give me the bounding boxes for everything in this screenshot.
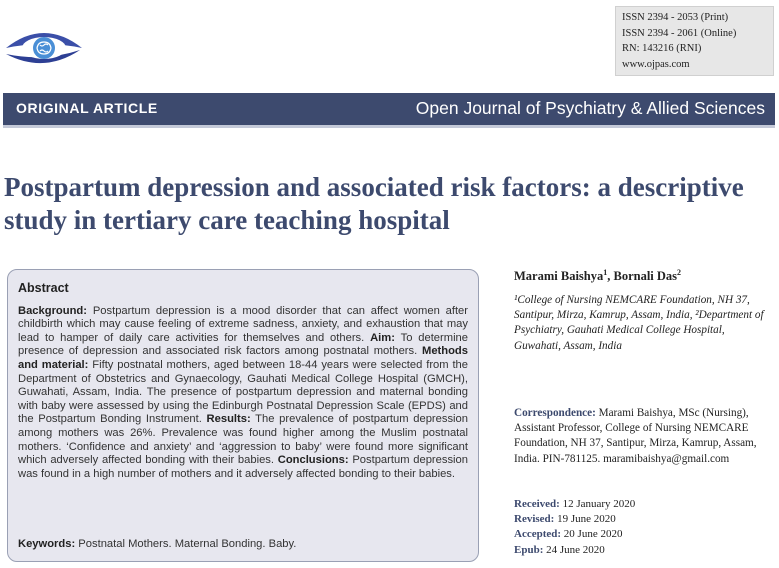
journal-website-link[interactable]: www.ojpas.com [622, 58, 690, 70]
rni-number: RN: 143216 (RNI) [622, 43, 702, 54]
abstract-body [18, 305, 468, 482]
author-separator: , [607, 269, 614, 284]
journal-name: Open Journal of Psychiatry & Allied Sciences [415, 98, 765, 118]
author-name: Marami Baishya [514, 269, 604, 284]
results-label: Results: [206, 413, 251, 426]
methods-text: Fifty postnatal mothers, aged between 18-44 years were selected from the Department of Obstetrics and Gynaecology, Gauhati Medical College Hospital (GMCH), Guwahati, Assam, India. The presence of postpartum depression and maternal bonding with baby were assessed by using the Edinburgh Postnatal Depression Scale (EPDS) and the Postpartum Bonding Instrument. [18, 358, 469, 426]
results-text: The prevalence of postpartum depression among mothers was 26%. Prevalence was found higher among the Muslim postnatal mothers. ‘Confidence and anxiety’ and ‘aggression to baby’ were found more significant which adversely affected bonding with their babies. [18, 413, 468, 467]
correspondence-label: Correspondence: [514, 407, 596, 419]
background-label: Background: [18, 304, 87, 317]
abstract-heading: Abstract [18, 281, 69, 295]
keywords-label: Keywords: [18, 538, 76, 550]
conclusions-text: Postpartum depression was found in a high number of mothers and it adversely affected bonding to their babies. [18, 454, 468, 480]
article-title: Postpartum depression and associated risk factors: a descriptive study in tertiary care teaching hospital [4, 172, 744, 235]
revised-date: Revised: 19 June 2020 [514, 513, 616, 526]
abstract-box [7, 269, 479, 562]
epub-date: Epub: 24 June 2020 [514, 543, 605, 556]
author-superscript: 1 [603, 268, 608, 277]
keywords-text: Postnatal Mothers. Maternal Bonding. Baby. [75, 538, 297, 550]
publication-dates [514, 497, 772, 558]
issn-print: ISSN 2394 - 2053 (Print) [622, 12, 729, 23]
issn-info-box [615, 6, 774, 76]
journal-banner [3, 93, 775, 128]
affiliations: ¹College of Nursing NEMCARE Foundation, NH 37, Santipur, Mirza, Kamrup, Assam, India, ²Department of Psychiatry, Gauhati Medical College Hospital, Guwahati, Assam, India [514, 294, 764, 352]
author-superscript: 2 [677, 268, 682, 277]
author-list [514, 268, 772, 284]
correspondence [514, 406, 772, 467]
correspondence-text: Marami Baishya, MSc (Nursing), Assistant Professor, College of Nursing NEMCARE Foundation, NH 37, Santipur, Mirza, Kamrup, Assam, India. PIN-781125. maramibaishya@gmail.com [514, 407, 757, 465]
background-text: Postpartum depression is a mood disorder that can affect women after childbirth which may cause feeling of extreme sadness, anxiety, and exhaustion that may lead to hamper of daily care activities for themselves and others. [18, 304, 468, 344]
keywords [18, 538, 296, 552]
issn-online: ISSN 2394 - 2061 (Online) [622, 27, 737, 39]
article-type-label: ORIGINAL ARTICLE [16, 100, 158, 116]
received-date: Received: 12 January 2020 [514, 498, 636, 510]
accepted-date: Accepted: 20 June 2020 [514, 528, 623, 541]
methods-label: Methods and material: [18, 345, 468, 371]
aim-text: To determine presence of depression and associated risk factors among postnatal mothers. [18, 331, 468, 358]
conclusions-label: Conclusions: [277, 454, 349, 467]
aim-label: Aim: [370, 331, 395, 344]
journal-logo-icon [4, 14, 84, 78]
author-name: Bornali Das [613, 269, 678, 284]
